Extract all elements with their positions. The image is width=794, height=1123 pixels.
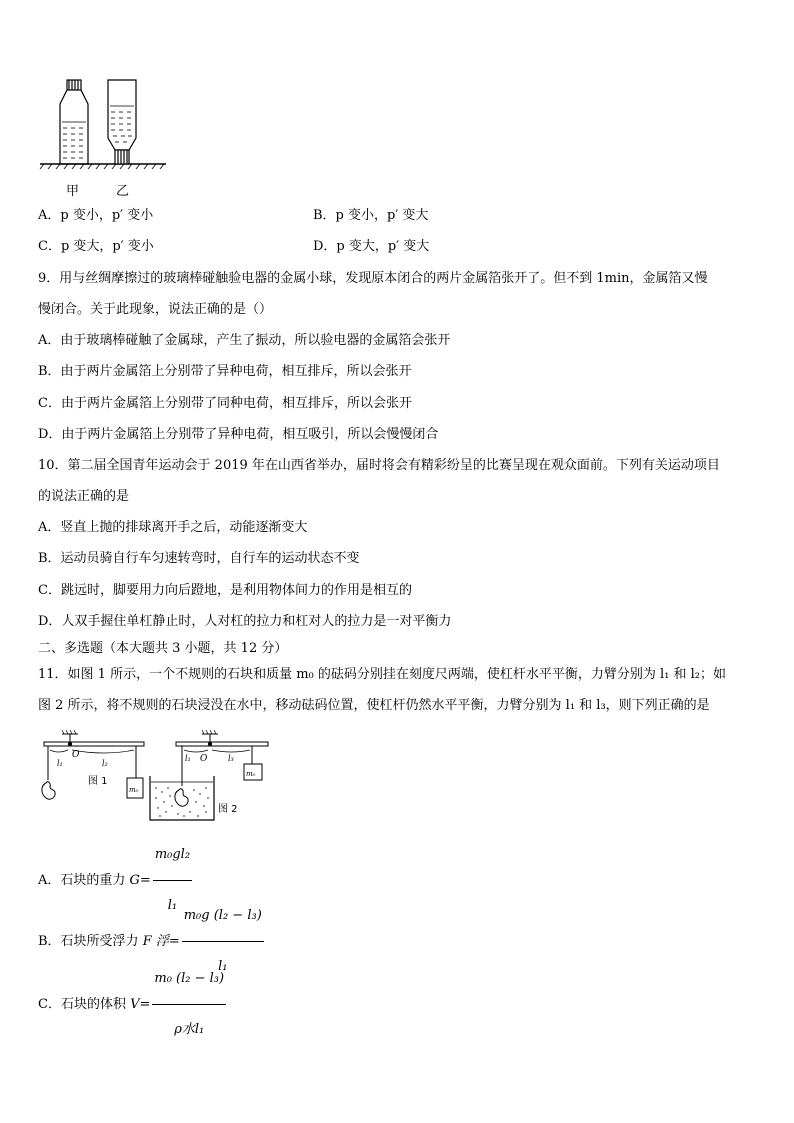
svg-text:l₁: l₁	[57, 759, 63, 768]
q11-option-a-var: G=	[129, 873, 151, 888]
svg-text:m₀: m₀	[129, 786, 139, 794]
q11-option-c-prefix: C．石块的体积	[38, 997, 131, 1012]
q10-option-d: D．人双手握住单杠静止时，人对杠的拉力和杠对人的拉力是一对平衡力	[38, 614, 452, 629]
svg-text:l₁: l₁	[185, 754, 191, 763]
q9-option-a: A．由于玻璃棒碰触了金属球，产生了振动，所以验电器的金属箔会张开	[38, 333, 451, 348]
q10-option-c: C．跳远时，脚要用力向后蹬地，是利用物体间力的作用是相互的	[38, 583, 412, 598]
svg-text:l₂: l₂	[102, 759, 108, 768]
label-yi: 乙	[116, 184, 130, 199]
q11-stem-line2: 图 2 所示，将不规则的石块浸没在水中，移动砝码位置，使杠杆仍然水平平衡，力臂分别为 l₁ 和 l₃，则下列正确的是	[38, 698, 710, 713]
fig2-label: 图 2	[218, 804, 238, 815]
q10-stem-line2: 的说法正确的是	[38, 489, 130, 504]
q11-option-b-var: F 浮=	[142, 934, 180, 949]
fig1-label: 图 1	[88, 776, 108, 787]
lever-figures	[38, 728, 278, 823]
q11-option-b-numerator: m₀g (l₂ − l₃)	[182, 893, 264, 942]
q10-stem-line1: 10．第二届全国青年运动会于 2019 年在山西省举办，届时将会有精彩纷呈的比赛呈现在观众面前。下列有关运动项目	[38, 458, 720, 473]
q11-option-c-denominator: ρ水l₁	[174, 1022, 205, 1037]
q11-stem-line1: 11．如图 1 所示，一个不规则的石块和质量 m₀ 的砝码分别挂在刻度尺两端，使杠杆水平平衡，力臂分别为 l₁ 和 l₂；如	[38, 667, 727, 682]
q11-option-b-prefix: B．石块所受浮力	[38, 934, 143, 949]
q9-option-d: D．由于两片金属箔上分别带了异种电荷，相互吸引，所以会慢慢闭合	[38, 427, 439, 442]
svg-text:m₀: m₀	[246, 770, 256, 778]
q10-option-a: A．竖直上抛的排球离开手之后，动能逐渐变大	[38, 520, 308, 535]
q8-option-a: A．p 变小，p′ 变小	[38, 208, 154, 223]
q8-option-b: B．p 变小，p′ 变大	[313, 208, 429, 223]
q11-option-a-denominator: l₁	[167, 898, 178, 913]
q11-option-a	[38, 832, 192, 913]
q9-stem-line2: 慢闭合。关于此现象，说法正确的是（）	[38, 302, 273, 317]
section-multiple-choice-heading: 二、多选题（本大题共 3 小题，共 12 分）	[38, 641, 288, 656]
q8-option-d: D．p 变大，p′ 变大	[313, 239, 430, 254]
q11-option-c-var: V=	[130, 997, 151, 1012]
bottles-drawing	[38, 76, 168, 171]
q9-option-b: B．由于两片金属箔上分别带了异种电荷，相互排斥，所以会张开	[38, 364, 412, 379]
q9-option-c: C．由于两片金属箔上分别带了同种电荷，相互排斥，所以会张开	[38, 396, 412, 411]
q9-stem-line1: 9．用与丝绸摩擦过的玻璃棒碰触验电器的金属小球，发现原本闭合的两片金属箔张开了。但不到 1min，金属箔又慢	[38, 271, 708, 286]
q8-option-c: C．p 变大，p′ 变小	[38, 239, 154, 254]
svg-text:l₃: l₃	[228, 754, 234, 763]
bottles-figure	[38, 76, 168, 201]
q11-option-a-prefix: A．石块的重力	[38, 873, 130, 888]
q10-option-b: B．运动员骑自行车匀速转弯时，自行车的运动状态不变	[38, 551, 360, 566]
q11-option-c-fraction	[152, 956, 226, 1053]
svg-text:O: O	[72, 750, 80, 760]
label-jia: 甲	[66, 184, 80, 199]
lever-drawing	[38, 728, 278, 823]
q11-option-b	[38, 893, 264, 974]
q11-option-b-denominator: l₁	[218, 959, 228, 974]
bottle-yi	[108, 80, 136, 164]
q11-option-a-numerator: m₀gl₂	[153, 832, 192, 881]
svg-text:O: O	[200, 754, 208, 764]
q11-option-c	[38, 956, 226, 1037]
q11-option-c-numerator: m₀ (l₂ − l₃)	[152, 956, 226, 1005]
